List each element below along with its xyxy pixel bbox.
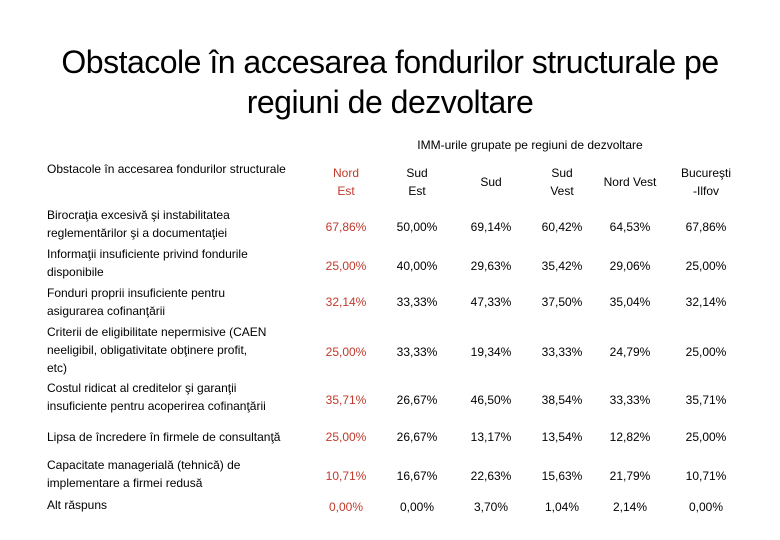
value-cell: 33,33% — [396, 295, 438, 309]
row-label-line: Informaţii insuficiente privind fondurile — [47, 247, 248, 261]
col-header-line: Nord Vest — [603, 175, 657, 189]
value-cell: 25,00% — [325, 345, 367, 359]
row-label-line: Alt răspuns — [47, 498, 108, 512]
row-label-fonduri-proprii — [47, 284, 317, 320]
value-cell: 37,50% — [541, 295, 583, 309]
value-cell: 50,00% — [396, 220, 438, 234]
title-line-1: Obstacole în accesarea fondurilor structurale pe — [61, 44, 719, 80]
value-cell: 22,63% — [470, 469, 512, 483]
value-cell: 25,00% — [325, 259, 367, 273]
col-header-line: Est — [408, 184, 426, 198]
row-label-line: etc) — [47, 361, 68, 375]
value-cell: 60,42% — [541, 220, 583, 234]
col-header-line: Bucureşti — [680, 166, 732, 180]
value-cell: 35,71% — [685, 393, 727, 407]
value-cell: 40,00% — [396, 259, 438, 273]
row-label-capacitate — [47, 456, 317, 492]
value-cell: 24,79% — [609, 345, 651, 359]
value-cell: 12,82% — [609, 430, 651, 444]
row-label-line: Fonduri proprii insuficiente pentru — [47, 286, 226, 300]
col-header-line: Est — [337, 184, 355, 198]
value-cell: 64,53% — [609, 220, 651, 234]
value-cell: 35,42% — [541, 259, 583, 273]
value-cell: 33,33% — [609, 393, 651, 407]
page-title — [20, 42, 760, 122]
row-label-line: implementare a firmei redusă — [47, 476, 203, 490]
value-cell: 35,71% — [325, 393, 367, 407]
value-cell: 10,71% — [685, 469, 727, 483]
value-cell: 33,33% — [541, 345, 583, 359]
row-label-informatii — [47, 245, 317, 281]
row-label-line: neeligibil, obligativitate obţinere profit, — [47, 343, 248, 357]
col-header-line: -Ilfov — [692, 184, 719, 198]
col-header-line: Vest — [550, 184, 574, 198]
value-cell: 67,86% — [685, 220, 727, 234]
row-label-criterii — [47, 323, 317, 377]
row-label-line: Criterii de eligibilitate nepermisive (CAEN — [47, 325, 267, 339]
value-cell: 26,67% — [396, 430, 438, 444]
value-cell: 0,00% — [399, 500, 435, 514]
value-cell: 15,63% — [541, 469, 583, 483]
row-label-line: Capacitate managerială (tehnică) de — [47, 458, 241, 472]
value-cell: 13,17% — [470, 430, 512, 444]
value-cell: 47,33% — [470, 295, 512, 309]
value-cell: 1,04% — [544, 500, 580, 514]
row-label-line: disponibile — [47, 265, 104, 279]
value-cell: 19,34% — [470, 345, 512, 359]
value-cell: 21,79% — [609, 469, 651, 483]
value-cell: 2,14% — [612, 500, 648, 514]
col-header-line: Sud — [406, 166, 428, 180]
row-label-line: Lipsa de încredere în firmele de consultanţă — [47, 430, 281, 444]
value-cell: 29,06% — [609, 259, 651, 273]
value-cell: 25,00% — [325, 430, 367, 444]
col-header-line: Sud — [480, 175, 502, 189]
value-cell: 0,00% — [688, 500, 724, 514]
value-cell: 29,63% — [470, 259, 512, 273]
row-label-line: asigurarea cofinanţării — [47, 304, 166, 318]
value-cell: 69,14% — [470, 220, 512, 234]
value-cell: 46,50% — [470, 393, 512, 407]
col-header-bucuresti-ilfov — [661, 164, 751, 200]
group-header: IMM-urile grupate pe regiuni de dezvoltare — [417, 138, 643, 152]
value-cell: 32,14% — [685, 295, 727, 309]
row-label-birocratia — [47, 206, 317, 242]
value-cell: 32,14% — [325, 295, 367, 309]
row-label-costul-creditelor — [47, 379, 317, 415]
value-cell: 25,00% — [685, 345, 727, 359]
title-line-2: regiuni de dezvoltare — [246, 84, 534, 120]
col-header-line: Nord — [332, 166, 359, 180]
row-label-line: Birocraţia excesivă şi instabilitatea — [47, 208, 230, 222]
value-cell: 3,70% — [473, 500, 509, 514]
value-cell: 25,00% — [685, 259, 727, 273]
row-label-line: insuficiente pentru acoperirea cofinanţării — [47, 399, 266, 413]
col-header-line: Sud — [551, 166, 573, 180]
row-label-lipsa-incredere — [47, 428, 317, 446]
row-label-alt-raspuns — [47, 496, 317, 514]
value-cell: 33,33% — [396, 345, 438, 359]
value-cell: 25,00% — [685, 430, 727, 444]
value-cell: 38,54% — [541, 393, 583, 407]
value-cell: 16,67% — [396, 469, 438, 483]
row-header: Obstacole în accesarea fondurilor structurale — [47, 162, 286, 176]
row-label-line: Costul ridicat al creditelor şi garanţii — [47, 381, 237, 395]
value-cell: 13,54% — [541, 430, 583, 444]
value-cell: 26,67% — [396, 393, 438, 407]
row-label-line: reglementărilor şi a documentaţiei — [47, 226, 228, 240]
value-cell: 0,00% — [328, 500, 364, 514]
value-cell: 35,04% — [609, 295, 651, 309]
value-cell: 10,71% — [325, 469, 367, 483]
value-cell: 67,86% — [325, 220, 367, 234]
